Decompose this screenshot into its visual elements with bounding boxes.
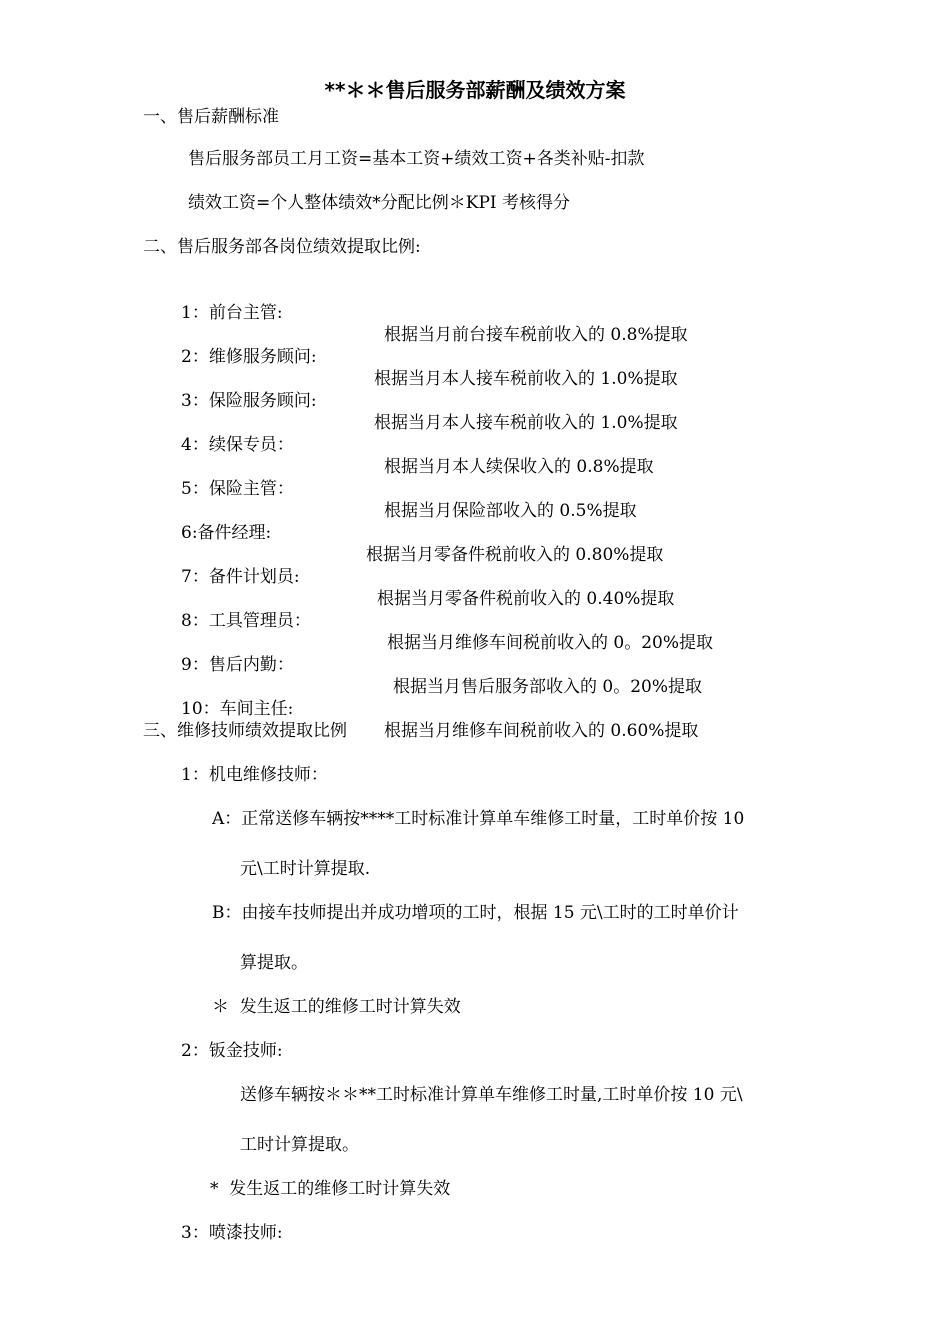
salary-formula: 售后服务部员工月工资=基本工资+绩效工资+各类补贴-扣款 [188, 149, 645, 169]
mechanic-rule-a: A：正常送修车辆按****工时标准计算单车维修工时量，工时单价按 10 [212, 809, 745, 829]
sheet-metal-note: * 发生返工的维修工时计算失效 [210, 1179, 451, 1199]
mechanic-heading: 1：机电维修技师： [181, 765, 328, 785]
position-rule: 根据当月保险部收入的 0.5%提取 [384, 501, 637, 521]
position-rule: 根据当月售后服务部收入的 0。20%提取 [393, 677, 703, 697]
mechanic-rule-b-cont: 算提取。 [240, 953, 308, 973]
mechanic-note: ＊ 发生返工的维修工时计算失效 [212, 997, 461, 1017]
position-rule: 根据当月维修车间税前收入的 0。20%提取 [387, 633, 714, 653]
position-rule: 根据当月前台接车税前收入的 0.8%提取 [384, 325, 688, 345]
position-rule: 根据当月零备件税前收入的 0.40%提取 [377, 589, 675, 609]
position-rule: 根据当月本人接车税前收入的 1.0%提取 [374, 369, 678, 389]
position-label: 1：前台主管: [181, 303, 283, 323]
position-rule: 根据当月本人续保收入的 0.8%提取 [384, 457, 654, 477]
position-label: 8：工具管理员： [181, 611, 311, 631]
position-label: 9：售后内勤： [181, 655, 294, 675]
painter-heading: 3：喷漆技师: [181, 1223, 283, 1243]
position-label: 6:备件经理: [181, 523, 272, 543]
sheet-metal-rule: 送修车辆按＊＊**工时标准计算单车维修工时量,工时单价按 10 元\ [240, 1085, 743, 1105]
performance-formula: 绩效工资=个人整体绩效*分配比例＊KPI 考核得分 [188, 193, 571, 213]
document-title: **＊＊售后服务部薪酬及绩效方案 [324, 78, 626, 102]
position-rule: 根据当月本人接车税前收入的 1.0%提取 [374, 413, 678, 433]
position-label: 10：车间主任: [181, 699, 294, 719]
section-1-heading: 一、售后薪酬标准 [143, 107, 279, 127]
mechanic-rule-b: B：由接车技师提出并成功增项的工时，根据 15 元\工时的工时单价计 [212, 903, 739, 923]
position-label: 5：保险主管： [181, 479, 294, 499]
sheet-metal-rule-cont: 工时计算提取。 [240, 1135, 359, 1155]
position-rule: 根据当月零备件税前收入的 0.80%提取 [366, 545, 664, 565]
position-rule: 根据当月维修车间税前收入的 0.60%提取 [384, 721, 699, 741]
position-label: 3：保险服务顾问: [181, 391, 317, 411]
section-2-heading: 二、售后服务部各岗位绩效提取比例: [143, 237, 421, 257]
section-3-heading: 三、维修技师绩效提取比例 [143, 721, 347, 741]
position-label: 2：维修服务顾问: [181, 347, 317, 367]
mechanic-rule-a-cont: 元\工时计算提取. [240, 859, 371, 879]
sheet-metal-heading: 2：钣金技师: [181, 1041, 283, 1061]
position-label: 7：备件计划员: [181, 567, 300, 587]
position-label: 4：续保专员： [181, 435, 294, 455]
